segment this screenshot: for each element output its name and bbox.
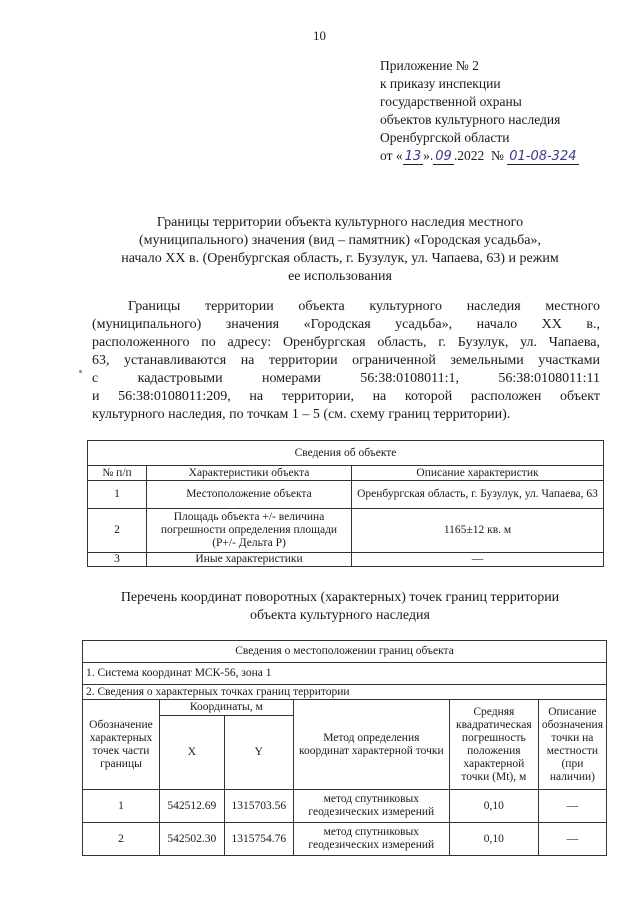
body-line: расположенного по адресу: Оренбургская область, г. Бузулук, ул. Чапаева, <box>92 335 600 350</box>
table-row <box>88 553 604 567</box>
handwritten-month: 09 <box>435 149 452 164</box>
row-number: 2 <box>88 509 147 553</box>
date-mid: ». <box>423 148 434 163</box>
handwritten-order-number: 01-08-324 <box>509 149 577 164</box>
header-designation: Обозначение характерных точек части границы <box>83 700 160 790</box>
handwritten-day: 13 <box>404 149 422 164</box>
table-row <box>83 823 607 856</box>
point-error: 0,10 <box>449 823 538 856</box>
header-characteristic: Характеристики объекта <box>147 466 352 481</box>
document-heading <box>80 214 600 286</box>
table-row <box>88 509 604 553</box>
coordinates-heading <box>80 589 600 625</box>
coords-table-title: Сведения о местоположении границ объекта <box>83 641 607 663</box>
point-error: 0,10 <box>449 790 538 823</box>
header-number: № п/п <box>88 466 147 481</box>
point-y: 1315754.76 <box>224 823 293 856</box>
coordinates-table <box>82 640 607 856</box>
point-number: 1 <box>83 790 160 823</box>
point-method: метод спутниковых геодезических измерений <box>293 823 449 856</box>
row-number: 1 <box>88 481 147 509</box>
points-title: 2. Сведения о характерных точках границ территории <box>83 685 607 700</box>
appendix-line: Оренбургской области <box>380 130 510 145</box>
header-point-description: Описание обозначения точки на местности (при наличии) <box>538 700 606 790</box>
body-line: культурного наследия, по точкам 1 – 5 (см. схему границ территории). <box>92 407 511 422</box>
point-x: 542502.30 <box>159 823 224 856</box>
heading-line: (муниципального) значения (вид – памятник) «Городская усадьба», <box>138 233 542 248</box>
point-method: метод спутниковых геодезических измерений <box>293 790 449 823</box>
header-method: Метод определения координат характерной точки <box>293 700 449 790</box>
row-description: 1165±12 кв. м <box>352 509 604 553</box>
date-year: .2022 <box>453 148 485 163</box>
body-line: 63, устанавливаются на территории ограниченной земельными участками <box>92 353 600 368</box>
object-info-table <box>87 440 604 567</box>
point-description: — <box>538 823 606 856</box>
appendix-line: Приложение № 2 <box>380 58 479 73</box>
appendix-line: государственной охраны <box>380 94 522 109</box>
body-line: с кадастровыми номерами 56:38:0108011:1, 56:38:0108011:11 <box>92 371 600 386</box>
appendix-line: объектов культурного наследия <box>380 112 561 127</box>
header-error: Средняя квадратическая погрешность положения характерной точки (Mt), м <box>449 700 538 790</box>
header-x: X <box>159 716 224 790</box>
point-x: 542512.69 <box>159 790 224 823</box>
margin-dot <box>79 370 82 373</box>
point-number: 2 <box>83 823 160 856</box>
header-coordinates: Координаты, м <box>159 700 293 716</box>
number-prefix: № <box>490 148 504 163</box>
order-date-line <box>380 147 620 166</box>
heading-line: ее использования <box>288 269 392 284</box>
row-characteristic: Местоположение объекта <box>147 481 352 509</box>
date-prefix: от « <box>380 148 403 163</box>
point-y: 1315703.56 <box>224 790 293 823</box>
body-line: (муниципального) значения «Городская усадьба», начало XX в., <box>92 317 600 332</box>
object-table-title: Сведения об объекте <box>88 441 604 466</box>
row-description: — <box>352 553 604 567</box>
point-description: — <box>538 790 606 823</box>
appendix-line: к приказу инспекции <box>380 76 501 91</box>
table-row <box>88 481 604 509</box>
body-paragraph <box>92 298 600 424</box>
coordinate-system: 1. Система координат МСК-56, зона 1 <box>83 663 607 685</box>
row-characteristic: Площадь объекта +/- величина погрешности определения площади (Р+/- Дельта Р) <box>147 509 352 553</box>
row-number: 3 <box>88 553 147 567</box>
page-number: 10 <box>313 28 326 43</box>
row-characteristic: Иные характеристики <box>147 553 352 567</box>
subheading-line: Перечень координат поворотных (характерных) точек границ территории <box>120 590 560 605</box>
table-row <box>83 790 607 823</box>
heading-line: начало XX в. (Оренбургская область, г. Бузулук, ул. Чапаева, 63) и режим <box>121 251 559 266</box>
body-line: Границы территории объекта культурного наследия местного <box>128 299 600 314</box>
header-y: Y <box>224 716 293 790</box>
row-description: Оренбургская область, г. Бузулук, ул. Чапаева, 63 <box>352 481 604 509</box>
subheading-line: объекта культурного наследия <box>250 608 430 623</box>
body-line: и 56:38:0108011:209, на территории, на которой расположен объект <box>92 389 600 404</box>
appendix-block <box>380 57 620 166</box>
heading-line: Границы территории объекта культурного наследия местного <box>156 215 524 230</box>
header-description: Описание характеристик <box>352 466 604 481</box>
